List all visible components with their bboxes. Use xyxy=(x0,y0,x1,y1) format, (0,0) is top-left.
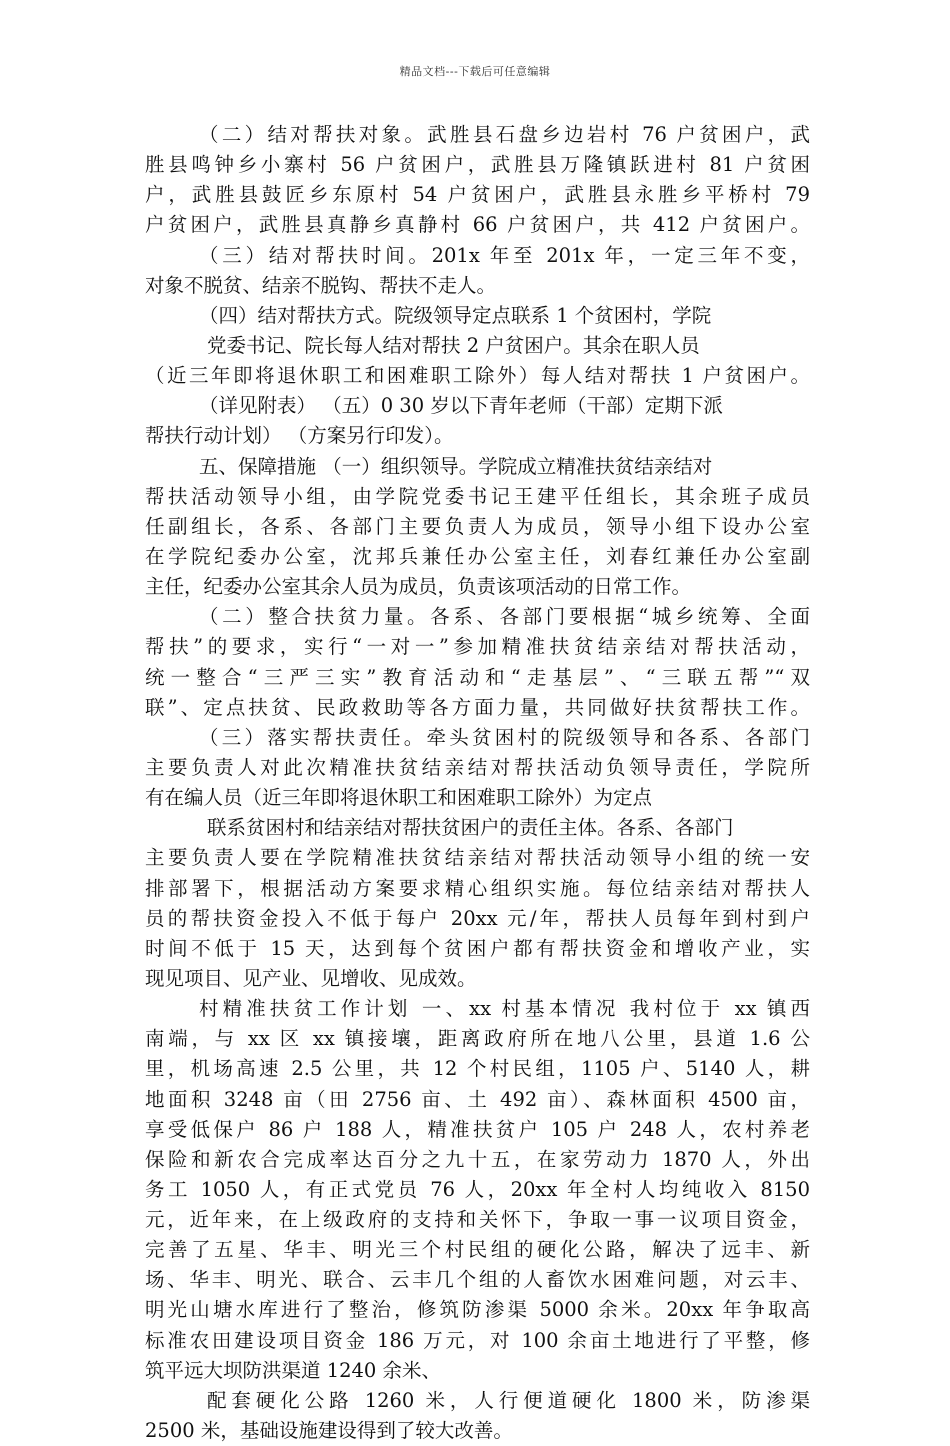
text-line: 排部署下，根据活动方案要求精心组织实施。每位结亲结对帮扶人 xyxy=(145,876,810,900)
text-line: 完善了五星、华丰、明光三个村民组的硬化公路，解决了远丰、新 xyxy=(145,1238,810,1262)
text-line: 帮扶行动计划） （方案另行印发）。 xyxy=(145,424,454,448)
text-line: 户贫困户，武胜县真静乡真静村 66 户贫困户，共 412 户贫困户。 xyxy=(145,213,810,237)
text-line: 村精准扶贫工作计划 一、xx 村基本情况 我村位于 xx 镇西 xyxy=(199,997,810,1021)
text-line: 2500 米，基础设施建设得到了较大改善。 xyxy=(145,1419,513,1443)
text-line: 配套硬化公路 1260 米，人行便道硬化 1800 米，防渗渠 xyxy=(207,1388,810,1412)
text-line: 南端，与 xx 区 xx 镇接壤，距离政府所在地八公里，县道 1.6 公 xyxy=(145,1027,810,1051)
text-line: （三）结对帮扶时间。201x 年至 201x 年，一定三年不变， xyxy=(199,243,810,267)
text-line: 联系贫困村和结亲结对帮扶贫困户的责任主体。各系、各部门 xyxy=(207,816,734,840)
text-line: 筑平远大坝防洪渠道 1240 余米、 xyxy=(145,1358,442,1382)
text-line: （近三年即将退休职工和困难职工除外）每人结对帮扶 1 户贫困户。 xyxy=(145,364,810,388)
text-line: （二）结对帮扶对象。武胜县石盘乡边岩村 76 户贫困户，武 xyxy=(199,123,810,146)
text-line: 享受低保户 86 户 188 人，精准扶贫户 105 户 248 人，农村养老 xyxy=(145,1117,810,1141)
text-line: （详见附表） （五）0 30 岁以下青年老师（干部）定期下派 xyxy=(199,394,723,418)
text-line: 胜县鸣钟乡小寨村 56 户贫困户，武胜县万隆镇跃进村 81 户贫困 xyxy=(145,153,810,177)
text-line: 主要负责人对此次精准扶贫结亲结对帮扶活动负领导责任，学院所 xyxy=(145,755,810,779)
text-line: 有在编人员（近三年即将退休职工和困难职工除外）为定点 xyxy=(145,786,653,810)
text-line: 对象不脱贫、结亲不脱钩、帮扶不走人。 xyxy=(145,273,497,297)
text-line: 主要负责人要在学院精准扶贫结亲结对帮扶活动领导小组的统一安 xyxy=(145,846,810,870)
text-line: 明光山塘水库进行了整治，修筑防渗渠 5000 余米。20xx 年争取高 xyxy=(145,1298,810,1322)
text-line: 统一整合“三严三实”教育活动和“走基层”、“三联五帮”“双 xyxy=(145,665,810,689)
text-line: 元，近年来，在上级政府的支持和关怀下，争取一事一议项目资金， xyxy=(145,1208,810,1232)
text-line: （四）结对帮扶方式。院级领导定点联系 1 个贫困村，学院 xyxy=(199,303,712,327)
text-line: 帮扶活动领导小组，由学院党委书记王建平任组长，其余班子成员 xyxy=(145,484,810,508)
text-line: 现见项目、见产业、见增收、见成效。 xyxy=(145,966,477,990)
text-line: 员的帮扶资金投入不低于每户 20xx 元/年，帮扶人员每年到村到户 xyxy=(145,906,810,930)
text-line: （二）整合扶贫力量。各系、各部门要根据“城乡统筹、全面 xyxy=(199,605,810,629)
text-line: 时间不低于 15 天，达到每个贫困户都有帮扶资金和增收产业，实 xyxy=(145,936,810,960)
text-line: （三）落实帮扶责任。牵头贫困村的院级领导和各系、各部门 xyxy=(199,725,810,749)
text-line: 务工 1050 人，有正式党员 76 人，20xx 年全村人均纯收入 8150 xyxy=(145,1177,810,1201)
text-line: 户，武胜县鼓匠乡东原村 54 户贫困户，武胜县永胜乡平桥村 79 xyxy=(145,183,810,207)
page-header: 精品文档---下载后可任意编辑 xyxy=(399,65,551,78)
text-line: 在学院纪委办公室，沈邦兵兼任办公室主任，刘春红兼任办公室副 xyxy=(145,544,810,568)
text-line: 标准农田建设项目资金 186 万元，对 100 余亩土地进行了平整，修 xyxy=(145,1328,810,1352)
document-body xyxy=(145,120,810,1446)
text-line: 主任，纪委办公室其余人员为成员，负责该项活动的日常工作。 xyxy=(145,575,692,599)
text-line: 五、保障措施 （一）组织领导。学院成立精准扶贫结亲结对 xyxy=(199,454,713,478)
text-line: 保险和新农合完成率达百分之九十五，在家劳动力 1870 人，外出 xyxy=(145,1147,810,1171)
text-line: 帮扶”的要求，实行“一对一”参加精准扶贫结亲结对帮扶活动， xyxy=(145,635,810,659)
text-line: 地面积 3248 亩（田 2756 亩、土 492 亩）、森林面积 4500 亩， xyxy=(145,1087,810,1111)
text-line: 党委书记、院长每人结对帮扶 2 户贫困户。其余在职人员 xyxy=(207,333,700,357)
text-line: 联”、定点扶贫、民政救助等各方面力量，共同做好扶贫帮扶工作。 xyxy=(145,695,810,719)
text-line: 里，机场高速 2.5 公里，共 12 个村民组，1105 户、5140 人，耕 xyxy=(145,1057,810,1081)
text-line: 任副组长，各系、各部门主要负责人为成员，领导小组下设办公室 xyxy=(145,514,810,538)
text-line: 场、华丰、明光、联合、云丰几个组的人畜饮水困难问题，对云丰、 xyxy=(145,1268,810,1292)
